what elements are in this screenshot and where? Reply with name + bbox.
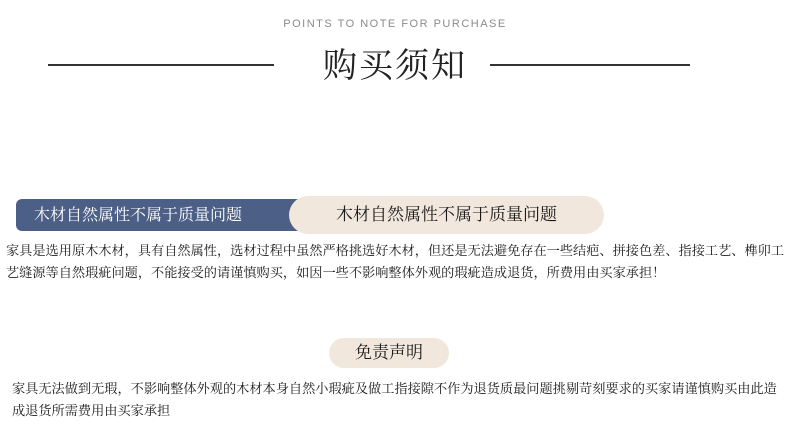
- section-badge-light: 木材自然属性不属于质量问题: [289, 196, 604, 234]
- page-title: 购买须知: [323, 46, 467, 86]
- disclaimer-heading: 免责声明: [329, 338, 449, 368]
- title-divider-right: [490, 64, 690, 66]
- page-subtitle: POINTS TO NOTE FOR PURCHASE: [283, 18, 507, 30]
- section-paragraph-disclaimer: 家具无法做到无瑕，不影响整体外观的木材本身自然小瑕疵及做工指接隙不作为退货质最问题挑剔苛刻要求的买家请谨慎购买由此造成退货所需费用由买家承担: [12, 382, 777, 419]
- section-badge-dark: 木材自然属性不属于质量问题: [16, 199, 316, 231]
- section-paragraph-wood: 家具是选用原木木材，具有自然属性，选材过程中虽然严格挑选好木材，但还是无法避免存在一些结疤、拼接色差、指接工艺、榫卯工艺缝源等自然瑕疵问题，不能接受的请谨慎购买，如因一些不影响整体外观的瑕疵造成退货，所费用由买家承担！: [6, 244, 785, 281]
